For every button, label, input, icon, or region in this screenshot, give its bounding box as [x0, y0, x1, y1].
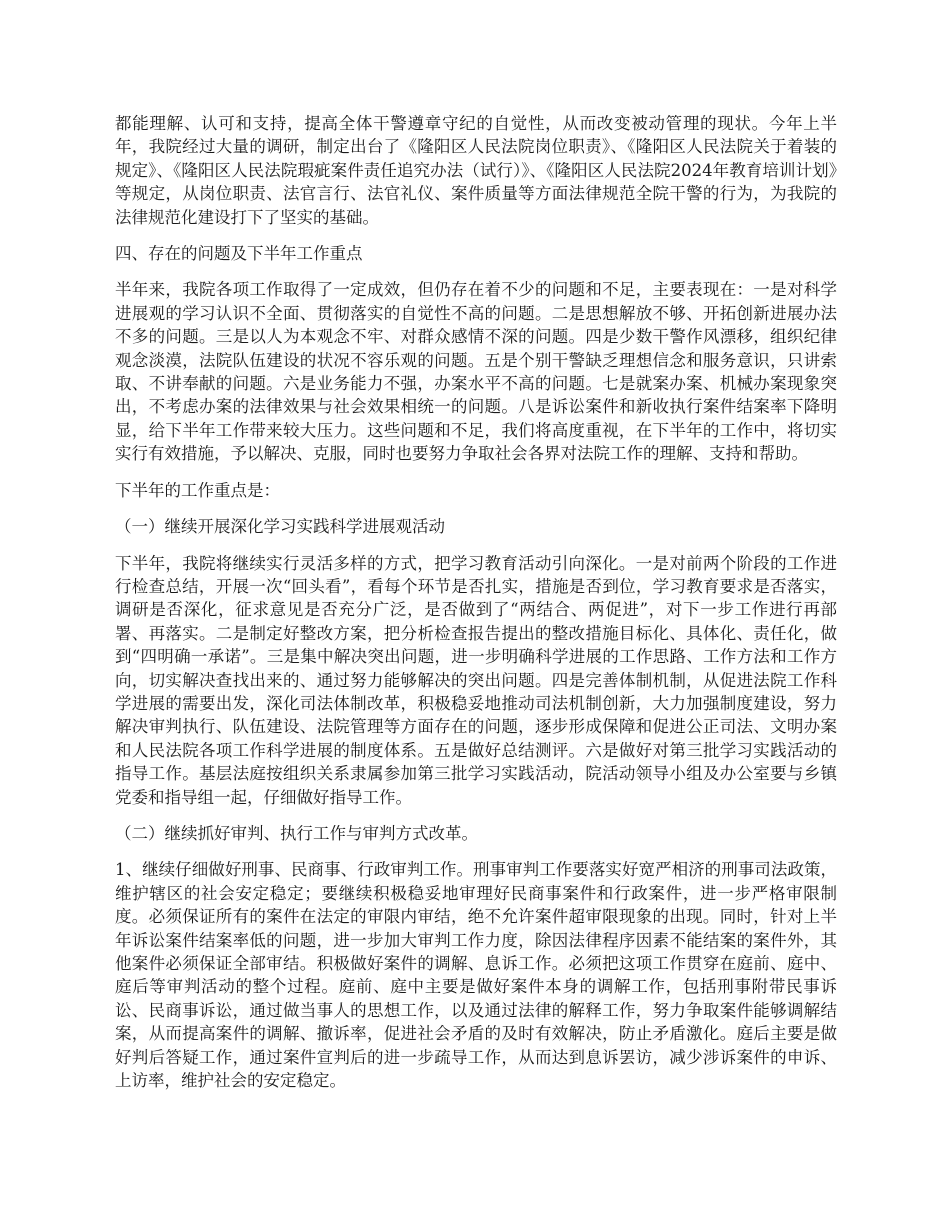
- subheading-trial-reform: （二）继续抓好审判、执行工作与审判方式改革。: [115, 823, 478, 843]
- body-paragraph-management: 都能理解、认可和支持，提高全体干警遵章守纪的自觉性，从而改变被动管理的现状。今年上半年，我院经过大量的调研，制定出台了《隆阳区人民法院岗位职责》、《隆阳区人民法院关于着装的规定》、《隆阳区人民法院瑕疵案件责任追究办法（试行）》、《隆阳区人民法院2024年教育培训计划》等规定，从岗位职责、法官言行、法官礼仪、案件质量等方面法律规范全院干警的行为，为我院的法律规范化建设打下了坚实的基础。: [115, 114, 837, 227]
- body-paragraph-problems: 半年来，我院各项工作取得了一定成效，但仍存在着不少的问题和不足，主要表现在：一是对科学进展观的学习认识不全面、贯彻落实的自觉性不高的问题。二是思想解放不够、开拓创新进展办法不多的问题。三是以人为本观念不牢、对群众感情不深的问题。四是少数干警作风漂移，组织纪律观念淡漠，法院队伍建设的状况不容乐观的问题。五是个别干警缺乏理想信念和服务意识，只讲索取、不讲奉献的问题。六是业务能力不强，办案水平不高的问题。七是就案办案、机械办案现象突出，不考虑办案的法律效果与社会效果相统一的问题。八是诉讼案件和新收执行案件结案率下降明显，给下半年工作带来较大压力。这些问题和不足，我们将高度重视，在下半年的工作中，将切实实行有效措施，予以解决、克服，同时也要努力争取社会各界对法院工作的理解、支持和帮助。: [115, 280, 837, 464]
- section-heading-problems: 四、存在的问题及下半年工作重点: [115, 244, 363, 264]
- section-heading-priorities: 下半年的工作重点是：: [115, 480, 280, 500]
- document-page: [115, 112, 837, 1105]
- body-paragraph-trial-work: 1、继续仔细做好刑事、民商事、行政审判工作。刑事审判工作要落实好宽严相济的刑事司法政策，维护辖区的社会安定稳定；要继续积极稳妥地审理好民商事案件和行政案件，进一步严格审限制度。必须保证所有的案件在法定的审限内审结，绝不允许案件超审限现象的出现。同时，针对上半年诉讼案件结案率低的问题，进一步加大审判工作力度，除因法律程序因素不能结案的案件外，其他案件必须保证全部审结。积极做好案件的调解、息诉工作。必须把这项工作贯穿在庭前、庭中、庭后等审判活动的整个过程。庭前、庭中主要是做好案件本身的调解工作，包括刑事附带民事诉讼、民商事诉讼，通过做当事人的思想工作，以及通过法律的解释工作，努力争取案件能够调解结案，从而提高案件的调解、撤诉率，促进社会矛盾的及时有效解决，防止矛盾激化。庭后主要是做好判后答疑工作，通过案件宣判后的进一步疏导工作，从而达到息诉罢访，减少涉诉案件的申诉、上访率，维护社会的安定稳定。: [115, 860, 837, 1091]
- subheading-study-practice: （一）继续开展深化学习实践科学进展观活动: [115, 517, 445, 537]
- body-paragraph-study-practice: 下半年，我院将继续实行灵活多样的方式，把学习教育活动引向深化。一是对前两个阶段的工作进行检查总结，开展一次“回头看”，看每个环节是否扎实，措施是否到位，学习教育要求是否落实，调研是否深化，征求意见是否充分广泛，是否做到了“两结合、两促进”，对下一步工作进行再部署、再落实。二是制定好整改方案，把分析检查报告提出的整改措施目标化、具体化、责任化，做到“四明确一承诺”。三是集中解决突出问题，进一步明确科学进展的工作思路、工作方法和工作方向，切实解决查找出来的、通过努力能够解决的突出问题。四是完善体制机制，从促进法院工作科学进展的需要出发，深化司法体制改革，积极稳妥地推动司法机制创新，大力加强制度建设，努力解决审判执行、队伍建设、法院管理等方面存在的问题，逐步形成保障和促进公正司法、文明办案和人民法院各项工作科学进展的制度体系。五是做好总结测评。六是做好对第三批学习实践活动的指导工作。基层法庭按组织关系隶属参加第三批学习实践活动，院活动领导小组及办公室要与乡镇党委和指导组一起，仔细做好指导工作。: [115, 553, 837, 807]
